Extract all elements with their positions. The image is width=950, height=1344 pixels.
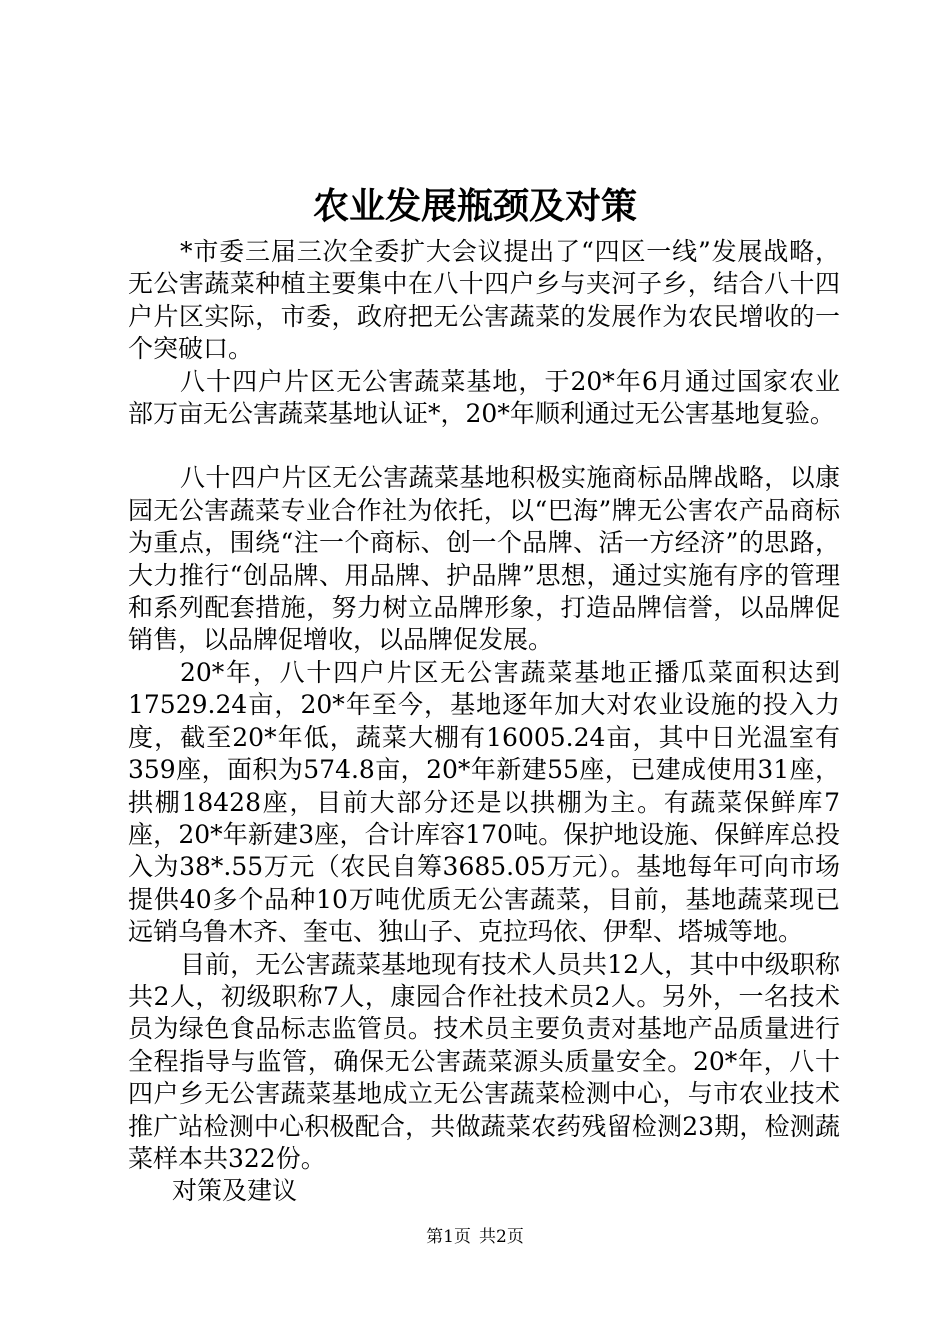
paragraph-certification: 八十四户片区无公害蔬菜基地，于20*年6月通过国家农业部万亩无公害蔬菜基地认证*，20*年顺利通过无公害基地复验。 [128,366,840,429]
page-total: 共2页 [479,1227,524,1247]
page-footer [0,1226,950,1248]
paragraph-strategy: *市委三届三次全委扩大会议提出了“四区一线”发展战略，无公害蔬菜种植主要集中在八十四户乡与夹河子乡，结合八十四户片区实际，市委，政府把无公害蔬菜的发展作为农民增收的一个突破口。 [128,237,840,364]
document-title: 农业发展瓶颈及对策 [312,186,637,227]
paragraph-brand-strategy: 八十四户片区无公害蔬菜基地积极实施商标品牌战略，以康园无公害蔬菜专业合作社为依托，以“巴海”牌无公害农产品商标为重点，围绕“注一个商标、创一个品牌、活一方经济”的思路，大力推行“创品牌、用品牌、护品牌”思想，通过实施有序的管理和系列配套措施，努力树立品牌形象，打造品牌信誉，以品牌促销售，以品牌促增收，以品牌促发展。 [128,463,840,655]
section-heading: 对策及建议 [172,1176,298,1206]
paragraph-facilities: 20*年，八十四户片区无公害蔬菜基地正播瓜菜面积达到17529.24亩，20*年至今，基地逐年加大对农业设施的投入力度，截至20*年低，蔬菜大棚有16005.24亩，其中日光温室有359座，面积为574.8亩，20*年新建55座，已建成使用31座，拱棚18428座，目前大部分还是以拱棚为主。有蔬菜保鲜库7座，20*年新建3座，合计库容170吨。保护地设施、保鲜库总投入为38*.55万元（农民自筹3685.05万元）。基地每年可向市场提供40多个品种10万吨优质无公害蔬菜，目前，基地蔬菜现已远销乌鲁木齐、奎屯、独山子、克拉玛依、伊犁、塔城等地。 [128,657,840,947]
page-number: 第1页 [426,1227,471,1247]
paragraph-technicians: 目前，无公害蔬菜基地现有技术人员共12人，其中中级职称共2人，初级职称7人，康园合作社技术员2人。另外，一名技术员为绿色食品标志监管员。技术员主要负责对基地产品质量进行全程指导与监管，确保无公害蔬菜源头质量安全。20*年，八十四户乡无公害蔬菜基地成立无公害蔬菜检测中心，与市农业技术推广站检测中心积极配合，共做蔬菜农药残留检测23期，检测蔬菜样本共322份。 [128,949,840,1173]
document-body [128,236,840,1208]
